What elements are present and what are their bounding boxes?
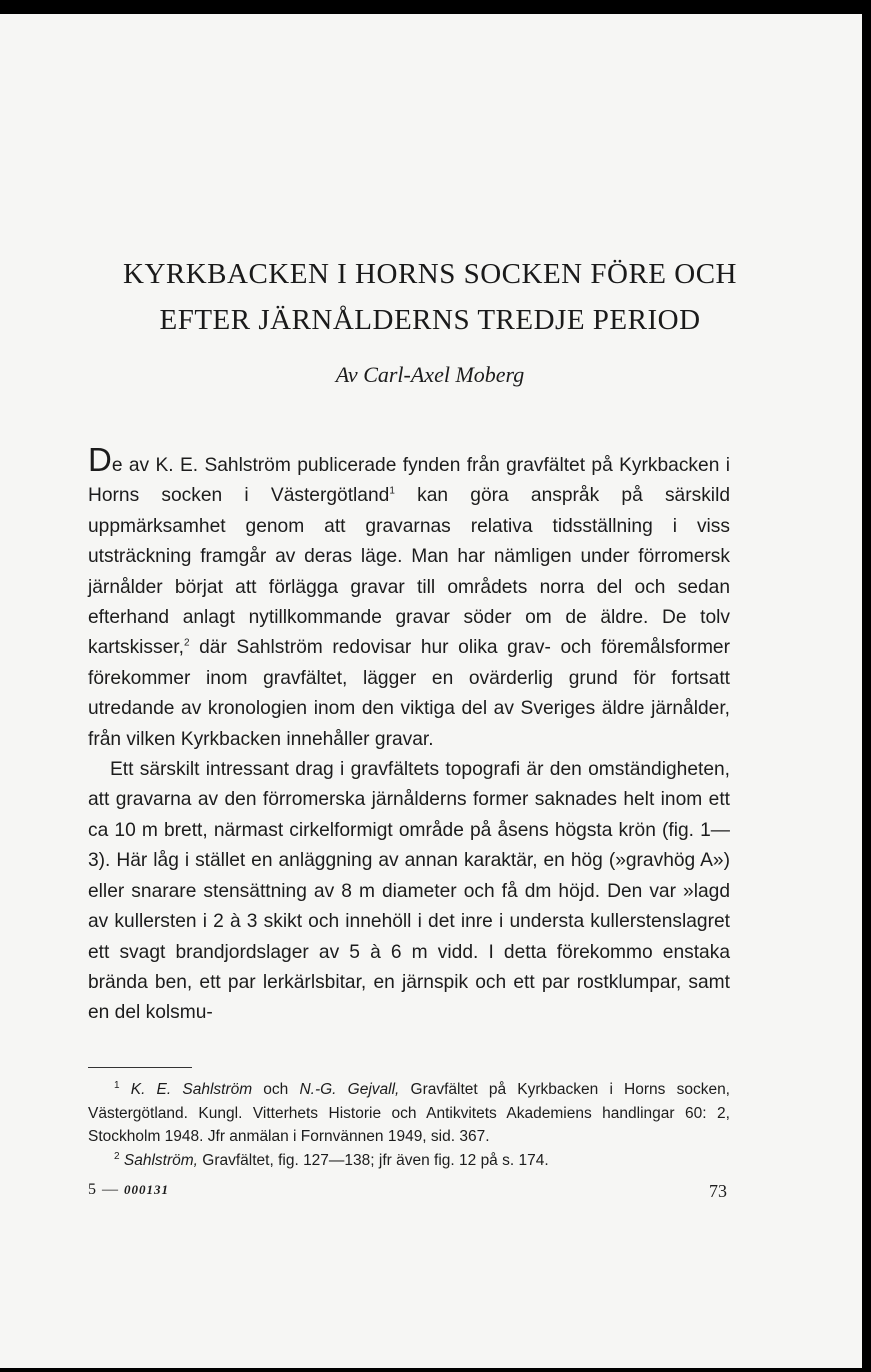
- footnote-ref-1: 1: [389, 486, 395, 498]
- article-author: Av Carl-Axel Moberg: [335, 362, 525, 387]
- footnotes: [88, 1078, 730, 1172]
- page-number: 73: [709, 1181, 727, 1201]
- footnote-1: [88, 1078, 730, 1149]
- footnote-1-author: K. E. Sahlström: [130, 1081, 253, 1098]
- footnote-1-number: 1: [114, 1079, 120, 1091]
- signature-prefix: 5 —: [88, 1181, 119, 1198]
- article-title-line-2: EFTER JÄRNÅLDERNS TREDJE PERIOD: [159, 304, 701, 336]
- footnote-2: [88, 1149, 730, 1173]
- article-title-line-1: KYRKBACKEN I HORNS SOCKEN FÖRE OCH: [123, 258, 737, 290]
- footnote-divider: [88, 1067, 192, 1068]
- footnote-2-text: Gravfältet, fig. 127—138; jfr även fig. 12 på s. 174.: [197, 1151, 549, 1169]
- paragraph-1: [88, 441, 730, 755]
- paragraph-1-text-a: e av K. E. Sahlström publicerade fynden från gravfältet på Kyrkbacken i Horns socken i Västergötland: [88, 455, 730, 507]
- footnote-1-conjunction: och: [252, 1081, 300, 1098]
- paragraph-1-text-b: kan göra anspråk på särskild uppmärksamhet genom att gravarnas relativa tidsställning i viss utsträckning framgår av deras läge. Man har nämligen under förromersk järnålder börjat att förlägga gravar till områdets norra del och sedan efterhand anlagt nytillkommande gravar söder om de äldre. De tolv kartskisser,: [88, 485, 730, 659]
- article-body: [88, 441, 730, 1029]
- scan-border: [862, 0, 871, 1372]
- paragraph-2: Ett särskilt intressant drag i gravfältets topografi är den omständigheten, att gravarna av den förromerska järnålderns former saknades helt inom ett ca 10 m brett, närmast cirkelformigt område på åsens högsta krön (fig. 1—3). Här låg i stället en anläggning av annan karaktär, en hög (»gravhög A») eller snarare stensättning av 8 m diameter och få dm höjd. Den var »lagd av kullersten i 2 à 3 skikt och innehöll i det inre i understa kullerstenslagret ett svagt brandjordslager av 5 à 6 m vidd. I detta förekommo enstaka brända ben, ett par lerkärlsbitar, en järnspik och ett par rostklumpar, samt en del kolsmu-: [88, 759, 730, 1024]
- paragraph-1-text-c: där Sahlström redovisar hur olika grav- och föremålsformer förekommer inom gravfältet, lägger en ovärderlig grund för fortsatt utredande av kronologien inom den viktiga del av Sveriges äldre järnålder, från vilken Kyrkbacken innehåller gravar.: [88, 637, 730, 750]
- footnote-1-text: Gravfältet på Kyrkbacken i Horns socken, Västergötland. Kungl. Vitterhets Historie och Antikvitets Akademiens handlingar 60: 2, Stockholm 1948. Jfr anmälan i Fornvännen 1949, sid. 367.: [88, 1081, 730, 1145]
- printer-signature: [88, 1181, 169, 1199]
- footnote-1-author-2: N.-G. Gejvall,: [299, 1081, 400, 1098]
- signature-code: 000131: [124, 1182, 169, 1197]
- drop-cap: D: [88, 441, 112, 478]
- footnote-2-author: Sahlström,: [123, 1151, 198, 1169]
- footnote-2-number: 2: [114, 1150, 120, 1162]
- footnote-ref-2: 2: [183, 638, 190, 650]
- document-page: [0, 14, 862, 1368]
